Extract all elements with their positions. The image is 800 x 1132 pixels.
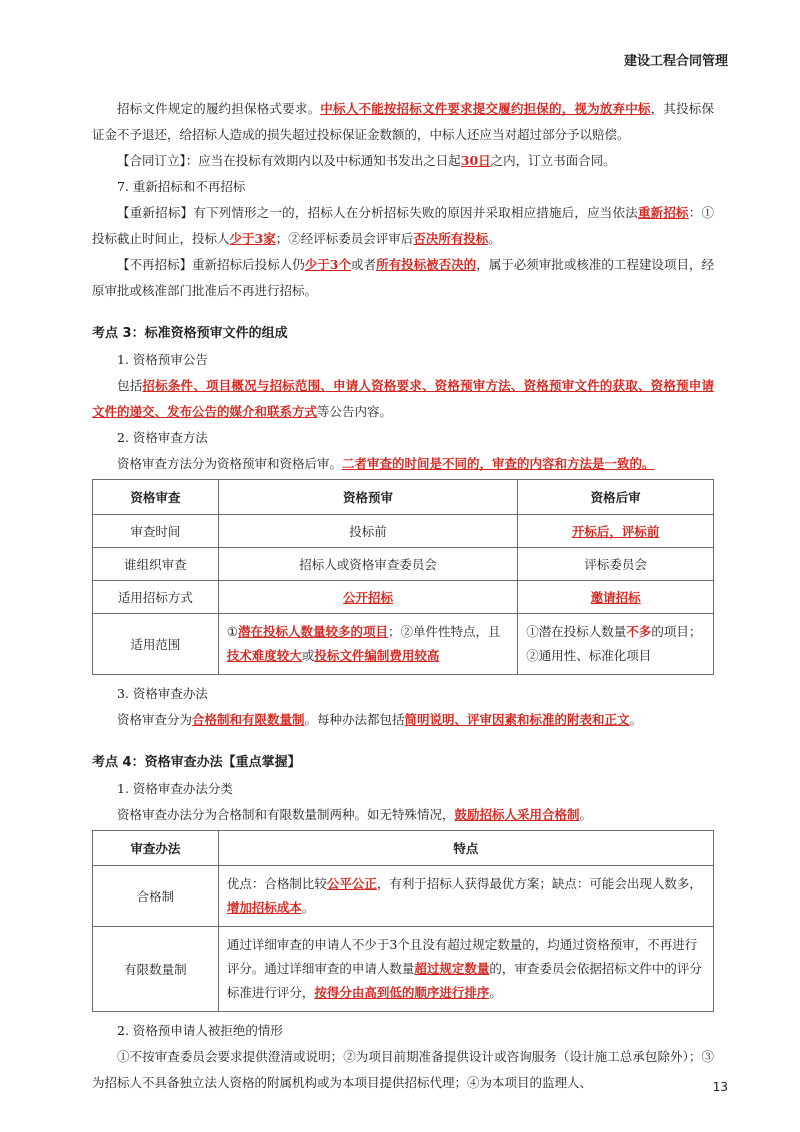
section-4-sub1: 1. 资格审查办法分类 <box>117 781 233 796</box>
highlighted-text: 不多 <box>626 624 652 639</box>
text-run: 。 <box>488 231 501 246</box>
pre-review-cell <box>218 614 517 675</box>
contract-signing-paragraph <box>92 148 714 174</box>
rebid-heading <box>92 174 714 200</box>
rebid-paragraph <box>92 200 714 252</box>
text-run: 。 <box>579 807 593 822</box>
top-paragraphs <box>92 96 714 304</box>
text-run: 7. 重新招标和不再招标 <box>117 179 246 194</box>
section-4-sub1-paragraph <box>92 802 714 828</box>
text-run: 优点：合格制比较 <box>226 876 327 891</box>
text-run: 或 <box>301 648 315 663</box>
highlighted-text: 30日 <box>460 153 491 168</box>
table-row <box>93 515 714 548</box>
no-rebid-paragraph <box>92 252 714 304</box>
highlighted-text: 少于3个 <box>304 257 352 272</box>
highlighted-text: 少于3家 <box>229 231 276 246</box>
table-header-cell: 特点 <box>218 831 713 866</box>
row-label: 适用招标方式 <box>93 581 219 614</box>
text-run: 。 <box>301 900 315 915</box>
text-run: 或者 <box>351 257 377 272</box>
post-review-cell <box>518 581 714 614</box>
highlighted-text: 增加招标成本 <box>226 900 302 915</box>
section-3-sub2: 2. 资格审查方法 <box>117 430 208 445</box>
row-label: 谁组织审查 <box>93 548 219 581</box>
pre-review-cell <box>218 548 517 581</box>
page-body <box>92 96 714 1096</box>
text-run: 。 <box>629 712 643 727</box>
text-run: ，有利于招标人获得最优方案；缺点：可能会出现人数多， <box>376 876 702 891</box>
table-header-row <box>93 831 714 866</box>
text-run: ；②单件性特点，且 <box>388 624 501 639</box>
text-run: 包括 <box>117 378 143 393</box>
table-header-cell: 资格后审 <box>518 480 714 515</box>
section-4-sub2-paragraph <box>92 1044 714 1096</box>
highlighted-text: 潜在投标人数量较多的项目 <box>238 624 389 639</box>
table-header-cell: 审查办法 <box>93 831 219 866</box>
text-run: ① <box>226 624 239 639</box>
text-run: 等公告内容。 <box>317 404 393 419</box>
row-label: 审查时间 <box>93 515 219 548</box>
text-run: 之内，订立书面合同。 <box>490 153 616 168</box>
table-header-row <box>93 480 714 515</box>
text-run: 评标委员会 <box>584 557 647 572</box>
highlighted-text: 重新招标 <box>637 205 689 220</box>
pre-review-cell <box>218 581 517 614</box>
table-header-cell: 资格预审 <box>218 480 517 515</box>
review-method-table <box>92 830 714 1012</box>
section-4-title: 考点 4：资格审查办法【重点掌握】 <box>92 755 301 770</box>
post-review-cell <box>518 548 714 581</box>
text-run: 【合同订立】：应当在投标有效期内以及中标通知书发出之日起 <box>117 153 461 168</box>
text-run: 的，审查委员会依据招标文件中的评分标准进行评分， <box>226 961 702 1000</box>
highlighted-text: 否决所有投标 <box>413 231 489 246</box>
text-run: 投标前 <box>349 524 387 539</box>
table-row <box>93 581 714 614</box>
text-run: 的项目；②通用性、标准化项目 <box>526 624 702 663</box>
table-row <box>93 548 714 581</box>
row-label: 适用范围 <box>93 614 219 675</box>
text-run: 【不再招标】重新招标后投标人仍 <box>117 257 305 272</box>
row-label: 合格制 <box>93 866 219 927</box>
section-3-sub3-paragraph <box>92 707 714 733</box>
highlighted-text: 技术难度较大 <box>226 648 302 663</box>
section-3-sub1-paragraph <box>92 373 714 425</box>
highlighted-text: 简明说明、评审因素和标准的附表和正文 <box>404 712 630 727</box>
highlighted-text: 邀请招标 <box>590 590 641 605</box>
highlighted-text: 合格制和有限数量制 <box>192 712 305 727</box>
text-run: 资格审查分为 <box>117 712 193 727</box>
feature-cell <box>218 866 713 927</box>
post-review-cell <box>518 515 714 548</box>
text-run: 【重新招标】有下列情形之一的，招标人在分析招标失败的原因并采取相应措施后，应当依法 <box>117 205 638 220</box>
highlighted-text: 开标后，评标前 <box>571 524 660 539</box>
highlighted-text: 中标人不能按招标文件要求提交履约担保的，视为放弃中标 <box>320 101 651 116</box>
section-3-sub1: 1. 资格预审公告 <box>117 352 208 367</box>
text-run: 。每种办法都包括 <box>304 712 405 727</box>
text-run: ；②经评标委员会评审后 <box>275 231 414 246</box>
text-run: 资格审查方法分为资格预审和资格后审。 <box>117 456 343 471</box>
table-row <box>93 927 714 1012</box>
section-4-sub2: 2. 资格预申请人被拒绝的情形 <box>117 1023 283 1038</box>
feature-cell <box>218 927 713 1012</box>
highlighted-text: 按得分由高到低的顺序进行排序 <box>314 985 490 1000</box>
running-header: 建设工程合同管理 <box>623 54 728 69</box>
page-number: 13 <box>712 1080 728 1094</box>
performance-bond-paragraph <box>92 96 714 148</box>
row-label: 有限数量制 <box>93 927 219 1012</box>
highlighted-text: 公平公正 <box>326 876 377 891</box>
section-3-sub3: 3. 资格审查办法 <box>117 686 208 701</box>
qualification-review-table <box>92 479 714 675</box>
pre-review-cell <box>218 515 517 548</box>
highlighted-text: 所有投标被否决的 <box>376 257 477 272</box>
text-run: ①不按审查委员会要求提供澄清或说明；②为项目前期准备提供设计或咨询服务（设计施工总承包除外）；③为招标人不具备独立法人资格的附属机构或为本项目提供招标代理；④为本项目的监理人、 <box>92 1049 714 1090</box>
highlighted-text: 招标条件、项目概况与招标范围、申请人资格要求、资格预审方法、资格预审文件的获取、资格预申请文件的递交、发布公告的媒介和联系方式 <box>92 378 714 419</box>
table-row <box>93 866 714 927</box>
highlighted-text: 超过规定数量 <box>414 961 490 976</box>
text-run: 招标人或资格审查委员会 <box>299 557 437 572</box>
table-row <box>93 614 714 675</box>
highlighted-text: 二者审查的时间是不同的，审查的内容和方法是一致的。 <box>342 456 655 471</box>
text-run: ，属于必须审批或核准的工程建设项目，经原审批或核准部门批准后不再进行招标。 <box>92 257 714 298</box>
text-run: 。 <box>489 985 502 1000</box>
text-run: ①潜在投标人数量 <box>526 624 627 639</box>
text-run: 招标文件规定的履约担保格式要求。 <box>117 101 321 116</box>
text-run: 通过详细审查的申请人不少于3个且没有超过规定数量的，均通过资格预审，不再进行评分。通过详细审查的申请人数量 <box>226 937 698 976</box>
post-review-cell <box>518 614 714 675</box>
text-run: 资格审查办法分为合格制和有限数量制两种。如无特殊情况， <box>117 807 455 822</box>
highlighted-text: 鼓励招标人采用合格制 <box>454 807 580 822</box>
highlighted-text: 投标文件编制费用较高 <box>314 648 440 663</box>
text-run: ：①投标截止时间止，投标人 <box>92 205 714 246</box>
highlighted-text: 公开招标 <box>343 590 394 605</box>
section-3-sub2-paragraph <box>92 451 714 477</box>
text-run: ，其投标保证金不予退还，给招标人造成的损失超过投标保证金数额的，中标人还应当对超过部分予以赔偿。 <box>92 101 714 142</box>
section-3-title: 考点 3：标准资格预审文件的组成 <box>92 326 288 341</box>
table-header-cell: 资格审查 <box>93 480 219 515</box>
